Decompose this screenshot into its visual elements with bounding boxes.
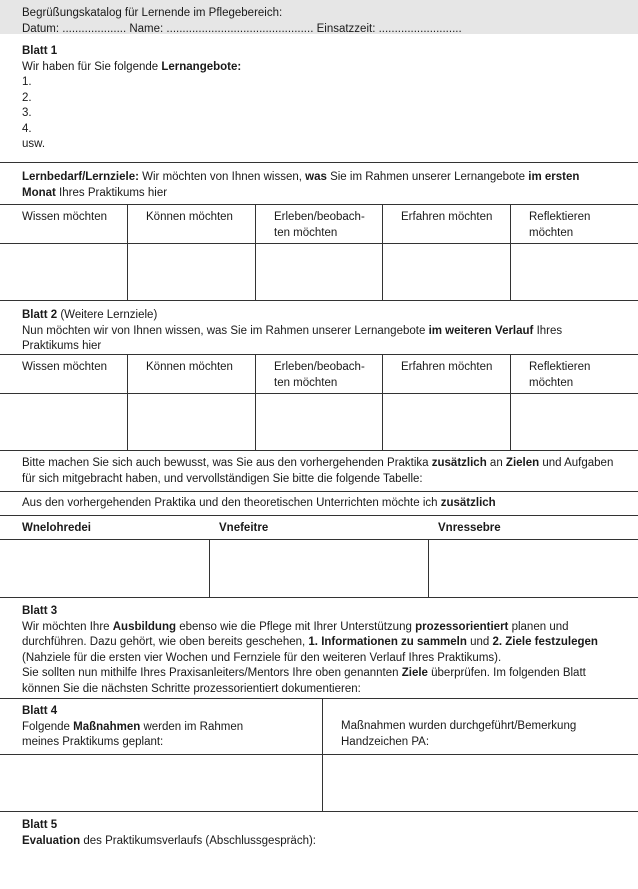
- blatt5-text: Evaluation des Praktikumsverlaufs (Abschlussgespräch):: [22, 834, 316, 847]
- col-koennen: Können möchten: [127, 205, 255, 243]
- col-erfahren: Erfahren möchten: [382, 205, 510, 243]
- blatt2-text: Nun möchten wir von Ihnen wissen, was Sie im Rahmen unserer Lernangebote im weiteren Verlauf Ihres Praktikums hier: [22, 324, 563, 352]
- input-cell[interactable]: [510, 244, 638, 300]
- form-fields-line: Datum: .................... Name: .............................................. Einsatzzeit: ..........................: [22, 22, 462, 35]
- col-erleben: Erleben/beobach- ten möchten: [255, 205, 382, 243]
- blatt2-section: Blatt 2 (Weitere Lernziele) Nun möchten wir von Ihnen wissen, was Sie im Rahmen unserer Lernangebote im weiteren Verlauf Ihres Praktikums hier: [0, 300, 638, 354]
- form-title: Begrüßungskatalog für Lernende im Pflegebereich:: [22, 7, 283, 19]
- blatt1-intro: Wir haben für Sie folgende Lernangebote:: [22, 60, 242, 73]
- input-cell[interactable]: [382, 244, 510, 300]
- blatt1-heading: Blatt 1: [22, 45, 58, 57]
- col-reflektieren: Reflektieren möchten: [510, 355, 638, 393]
- blatt3-heading: Blatt 3: [22, 605, 58, 617]
- input-cell[interactable]: [322, 755, 638, 811]
- input-cell[interactable]: [255, 394, 382, 450]
- blatt5-heading: Blatt 5: [22, 819, 58, 831]
- blatt4-right-heading: Maßnahmen wurden durchgeführt/Bemerkung Handzeichen PA:: [322, 699, 638, 754]
- lernziele-table-2-header: [0, 354, 638, 393]
- col-wissen: Wissen möchten: [22, 361, 108, 373]
- input-cell[interactable]: [428, 540, 638, 597]
- list-item: 1.: [22, 76, 32, 88]
- lernziele-table-1-header: [0, 204, 638, 243]
- input-cell[interactable]: [510, 394, 638, 450]
- input-cell[interactable]: [255, 244, 382, 300]
- lernbedarf-label: Lernbedarf/Lernziele:: [22, 171, 139, 183]
- input-cell[interactable]: [127, 394, 255, 450]
- col-wnelohredei: Wnelohredei: [22, 522, 92, 534]
- blatt4-header: [0, 698, 638, 754]
- lernbedarf-section: Lernbedarf/Lernziele: Wir möchten von Ihnen wissen, was Sie im Rahmen unserer Lernangebote im ersten Monat Ihres Praktikums hier: [0, 162, 638, 204]
- blatt4-heading: Blatt 4: [22, 705, 58, 717]
- input-cell[interactable]: [0, 244, 127, 300]
- list-item: 4.: [22, 122, 32, 135]
- list-item: usw.: [22, 138, 46, 150]
- col-vnressebre: Vnressebre: [438, 522, 501, 534]
- blatt4-row: [0, 754, 638, 811]
- input-cell[interactable]: [382, 394, 510, 450]
- zusatz-table-header: [0, 515, 638, 539]
- blatt1-section: [0, 34, 638, 162]
- input-cell[interactable]: [209, 540, 428, 597]
- blatt3-section: [0, 597, 638, 698]
- blatt3-text: Wir möchten Ihre Ausbildung ebenso wie die Pflege mit Ihrer Unterstützung prozessorientiert planen und durchführen. Dazu gehört, wie oben bereits geschehen, 1. Informationen zu sammeln und 2. Ziele festzulegen (Nahziele für die ersten vier Wochen und Fernziele für den weiteren Verlauf Ihres Praktikums).: [22, 620, 598, 664]
- input-cell[interactable]: [0, 755, 322, 811]
- col-wissen: Wissen möchten: [22, 211, 108, 223]
- lernziele-table-1-row: [0, 243, 638, 300]
- input-cell[interactable]: [0, 394, 127, 450]
- list-item: 3.: [22, 107, 32, 119]
- col-erleben: Erleben/beobach- ten möchten: [255, 355, 382, 393]
- col-reflektieren: Reflektieren möchten: [510, 205, 638, 243]
- zusatz-table-row: [0, 539, 638, 597]
- col-erfahren: Erfahren möchten: [382, 355, 510, 393]
- blatt2-heading: Blatt 2: [22, 309, 58, 321]
- blatt4-left-heading: Blatt 4 Folgende Maßnahmen werden im Rahmen meines Praktikums geplant:: [0, 699, 322, 754]
- bewusst-section: Bitte machen Sie sich auch bewusst, was Sie aus den vorhergehenden Praktika zusätzlich an Zielen und Aufgaben für sich mitgebracht haben, und vervollständigen Sie bitte die folgende Tabelle:: [0, 450, 638, 491]
- blatt3-text-2: Sie sollten nun mithilfe Ihres Praxisanleiters/Mentors Ihre oben genannten Ziele überprüfen. Im folgenden Blatt können Sie die nächsten Schritte prozessorientiert dokumentieren:: [22, 667, 586, 695]
- input-cell[interactable]: [0, 540, 209, 597]
- form-header: [0, 0, 638, 34]
- col-vnefeitre: Vnefeitre: [219, 522, 269, 534]
- input-cell[interactable]: [127, 244, 255, 300]
- col-koennen: Können möchten: [127, 355, 255, 393]
- lernziele-table-2-row: [0, 393, 638, 450]
- list-item: 2.: [22, 91, 32, 104]
- vorher-section: Aus den vorhergehenden Praktika und den theoretischen Unterrichten möchte ich zusätzlich: [0, 491, 638, 515]
- blatt5-section: [0, 811, 638, 881]
